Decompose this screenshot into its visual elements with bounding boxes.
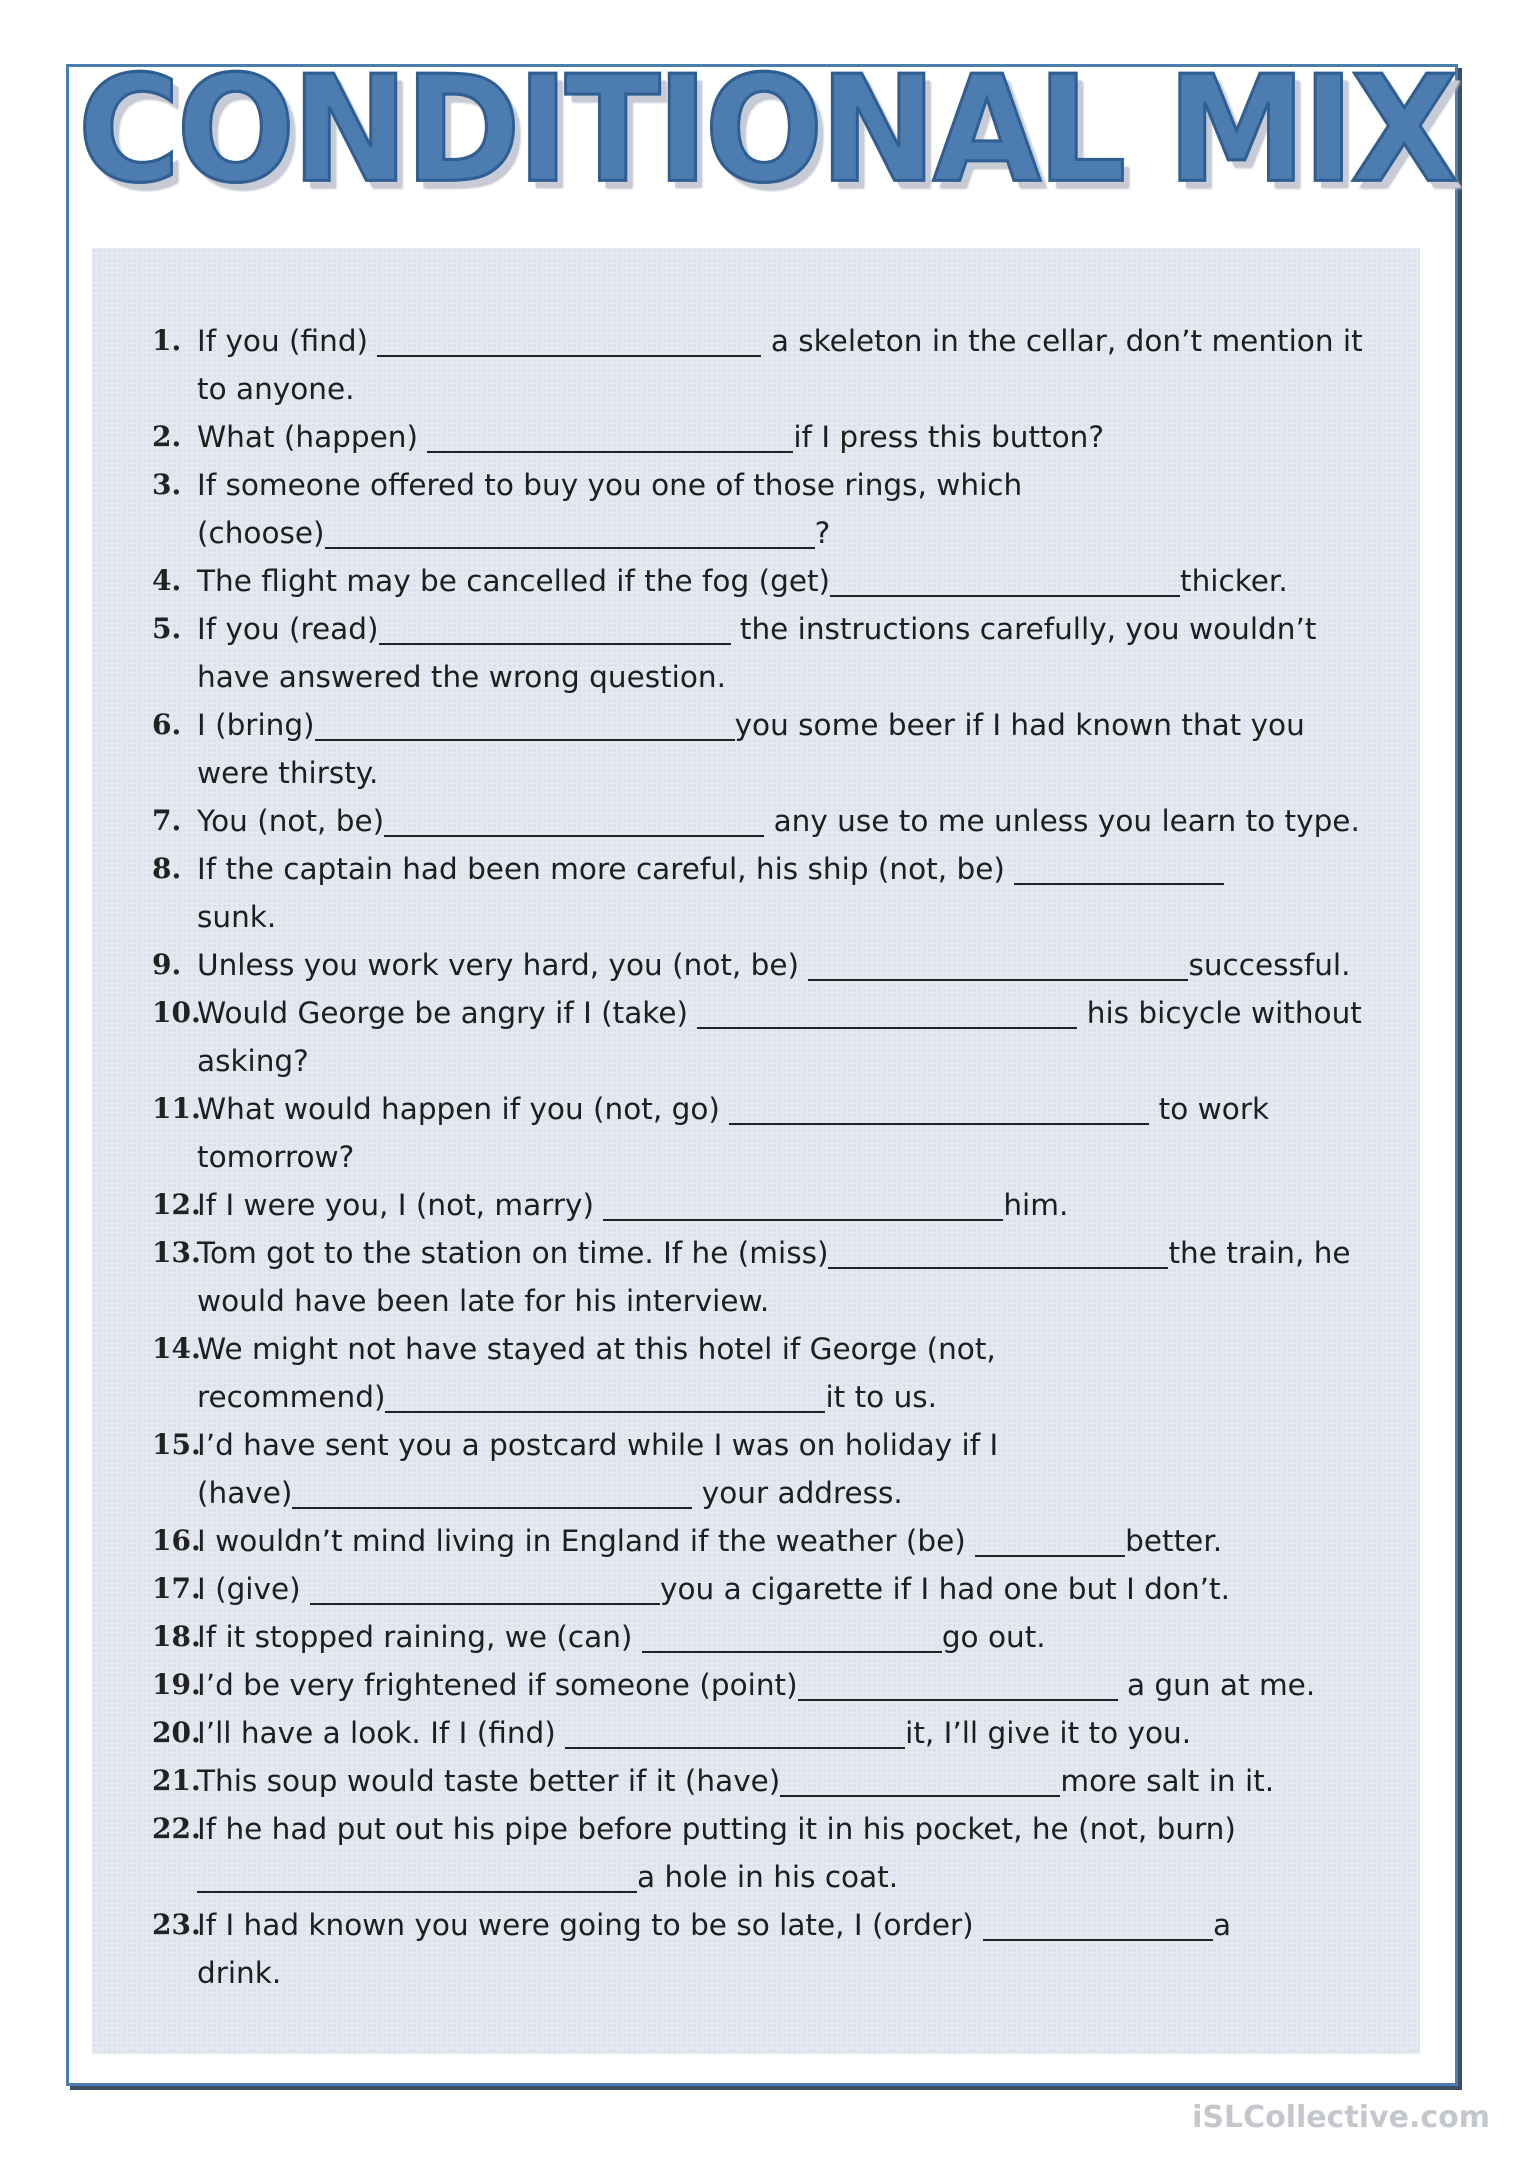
question-text: drink. bbox=[197, 1956, 282, 1990]
answer-blank[interactable] bbox=[975, 1521, 1125, 1557]
question-text: Unless you work very hard, you (not, be) bbox=[197, 948, 809, 982]
answer-blank[interactable] bbox=[384, 801, 764, 837]
question-text: I (give) bbox=[197, 1572, 311, 1606]
question-text: his bicycle without bbox=[1077, 996, 1362, 1030]
question-number: 2. bbox=[152, 420, 182, 453]
question-text: The flight may be cancelled if the fog (get) bbox=[197, 564, 831, 598]
question-text: Tom got to the station on time. If he (miss) bbox=[197, 1236, 829, 1270]
question-23 bbox=[152, 1901, 1382, 1997]
question-number: 13. bbox=[152, 1236, 201, 1269]
answer-blank[interactable] bbox=[1014, 849, 1224, 885]
question-text: a skeleton in the cellar, don’t mention it bbox=[761, 324, 1363, 358]
question-12 bbox=[152, 1181, 1382, 1229]
question-text: would have been late for his interview. bbox=[197, 1284, 770, 1318]
question-15 bbox=[152, 1421, 1382, 1517]
question-text: to anyone. bbox=[197, 372, 355, 406]
question-text: better. bbox=[1125, 1524, 1223, 1558]
question-text: if I press this button? bbox=[793, 420, 1105, 454]
question-18 bbox=[152, 1613, 1382, 1661]
question-text: have answered the wrong question. bbox=[197, 660, 726, 694]
question-4 bbox=[152, 557, 1382, 605]
question-2 bbox=[152, 413, 1382, 461]
question-text: I wouldn’t mind living in England if the weather (be) bbox=[197, 1524, 976, 1558]
question-number: 1. bbox=[152, 324, 182, 357]
question-text: you a cigarette if I had one but I don’t. bbox=[660, 1572, 1230, 1606]
question-text: asking? bbox=[197, 1044, 309, 1078]
question-number: 17. bbox=[152, 1572, 201, 1605]
question-text: a bbox=[1213, 1908, 1232, 1942]
question-7 bbox=[152, 797, 1382, 845]
answer-blank[interactable] bbox=[385, 1377, 825, 1413]
question-number: 12. bbox=[152, 1188, 201, 1221]
question-text: him. bbox=[1003, 1188, 1069, 1222]
question-number: 7. bbox=[152, 804, 182, 837]
question-text: it, I’ll give it to you. bbox=[905, 1716, 1192, 1750]
question-text: If it stopped raining, we (can) bbox=[197, 1620, 642, 1654]
question-number: 15. bbox=[152, 1428, 201, 1461]
question-6 bbox=[152, 701, 1382, 797]
question-text: you some beer if I had known that you bbox=[734, 708, 1305, 742]
answer-blank[interactable] bbox=[565, 1713, 905, 1749]
answer-blank[interactable] bbox=[798, 1665, 1118, 1701]
question-16 bbox=[152, 1517, 1382, 1565]
question-text: I (bring) bbox=[197, 708, 315, 742]
question-number: 20. bbox=[152, 1716, 201, 1749]
question-text: If the captain had been more careful, his ship (not, be) bbox=[197, 852, 1015, 886]
question-13 bbox=[152, 1229, 1382, 1325]
question-number: 10. bbox=[152, 996, 201, 1029]
question-number: 16. bbox=[152, 1524, 201, 1557]
exercise-panel bbox=[92, 248, 1420, 2054]
answer-blank[interactable] bbox=[292, 1473, 692, 1509]
question-text: your address. bbox=[692, 1476, 903, 1510]
question-number: 14. bbox=[152, 1332, 201, 1365]
question-text: If he had put out his pipe before putting it in his pocket, he (not, burn) bbox=[197, 1812, 1236, 1846]
question-list bbox=[152, 317, 1382, 1997]
question-text: Would George be angry if I (take) bbox=[197, 996, 698, 1030]
question-text: (choose) bbox=[197, 516, 325, 550]
question-21 bbox=[152, 1757, 1382, 1805]
question-text: the instructions carefully, you wouldn’t bbox=[730, 612, 1317, 646]
question-text: a gun at me. bbox=[1117, 1668, 1316, 1702]
question-19 bbox=[152, 1661, 1382, 1709]
question-text: I’d be very frightened if someone (point) bbox=[197, 1668, 798, 1702]
question-17 bbox=[152, 1565, 1382, 1613]
question-number: 6. bbox=[152, 708, 182, 741]
question-5 bbox=[152, 605, 1382, 701]
question-text: If you (read) bbox=[197, 612, 379, 646]
question-number: 11. bbox=[152, 1092, 201, 1125]
question-text: the train, he bbox=[1168, 1236, 1351, 1270]
question-text: We might not have stayed at this hotel if George (not, bbox=[197, 1332, 996, 1366]
question-number: 22. bbox=[152, 1812, 201, 1845]
question-9 bbox=[152, 941, 1382, 989]
question-text: (have) bbox=[197, 1476, 293, 1510]
question-22 bbox=[152, 1805, 1382, 1901]
question-text: This soup would taste better if it (have) bbox=[197, 1764, 781, 1798]
answer-blank[interactable] bbox=[830, 561, 1180, 597]
answer-blank[interactable] bbox=[808, 945, 1188, 981]
answer-blank[interactable] bbox=[603, 1185, 1003, 1221]
answer-blank[interactable] bbox=[325, 513, 815, 549]
question-number: 9. bbox=[152, 948, 182, 981]
question-text: go out. bbox=[941, 1620, 1046, 1654]
answer-blank[interactable] bbox=[379, 609, 731, 645]
question-text: ? bbox=[814, 516, 831, 550]
question-text: tomorrow? bbox=[197, 1140, 355, 1174]
question-text: a hole in his coat. bbox=[637, 1860, 899, 1894]
question-number: 5. bbox=[152, 612, 182, 645]
question-3 bbox=[152, 461, 1382, 557]
question-1 bbox=[152, 317, 1382, 413]
question-text: sunk. bbox=[197, 900, 277, 934]
question-text: You (not, be) bbox=[197, 804, 385, 838]
question-14 bbox=[152, 1325, 1382, 1421]
question-text: If someone offered to buy you one of those rings, which bbox=[197, 468, 1023, 502]
answer-blank[interactable] bbox=[697, 993, 1077, 1029]
question-text: I’d have sent you a postcard while I was on holiday if I bbox=[197, 1428, 999, 1462]
question-8 bbox=[152, 845, 1382, 941]
answer-blank[interactable] bbox=[427, 417, 793, 453]
question-text: If you (find) bbox=[197, 324, 378, 358]
question-text: any use to me unless you learn to type. bbox=[764, 804, 1360, 838]
worksheet-title: CONDITIONAL MIX bbox=[77, 44, 1455, 217]
answer-blank[interactable] bbox=[983, 1905, 1213, 1941]
answer-blank[interactable] bbox=[310, 1569, 660, 1605]
question-number: 4. bbox=[152, 564, 182, 597]
answer-blank[interactable] bbox=[642, 1617, 942, 1653]
question-10 bbox=[152, 989, 1382, 1085]
question-text: If I were you, I (not, marry) bbox=[197, 1188, 604, 1222]
question-number: 18. bbox=[152, 1620, 201, 1653]
question-number: 19. bbox=[152, 1668, 201, 1701]
answer-blank[interactable] bbox=[377, 321, 761, 357]
question-number: 3. bbox=[152, 468, 182, 501]
question-number: 8. bbox=[152, 852, 182, 885]
question-number: 21. bbox=[152, 1764, 201, 1797]
question-text: were thirsty. bbox=[197, 756, 379, 790]
question-text: If I had known you were going to be so late, I (order) bbox=[197, 1908, 983, 1942]
site-watermark: iSLCollective.com bbox=[1192, 2100, 1490, 2135]
question-text: recommend) bbox=[197, 1380, 386, 1414]
question-text: successful. bbox=[1188, 948, 1351, 982]
question-text: to work bbox=[1149, 1092, 1270, 1126]
answer-blank[interactable] bbox=[729, 1089, 1149, 1125]
answer-blank[interactable] bbox=[780, 1761, 1060, 1797]
question-text: more salt in it. bbox=[1060, 1764, 1275, 1798]
answer-blank[interactable] bbox=[828, 1233, 1168, 1269]
answer-blank[interactable] bbox=[197, 1857, 637, 1893]
answer-blank[interactable] bbox=[315, 705, 735, 741]
question-number: 23. bbox=[152, 1908, 201, 1941]
question-11 bbox=[152, 1085, 1382, 1181]
question-text: thicker. bbox=[1180, 564, 1288, 598]
question-text: I’ll have a look. If I (find) bbox=[197, 1716, 566, 1750]
question-text: it to us. bbox=[825, 1380, 938, 1414]
question-text: What would happen if you (not, go) bbox=[197, 1092, 730, 1126]
question-text: What (happen) bbox=[197, 420, 428, 454]
question-20 bbox=[152, 1709, 1382, 1757]
